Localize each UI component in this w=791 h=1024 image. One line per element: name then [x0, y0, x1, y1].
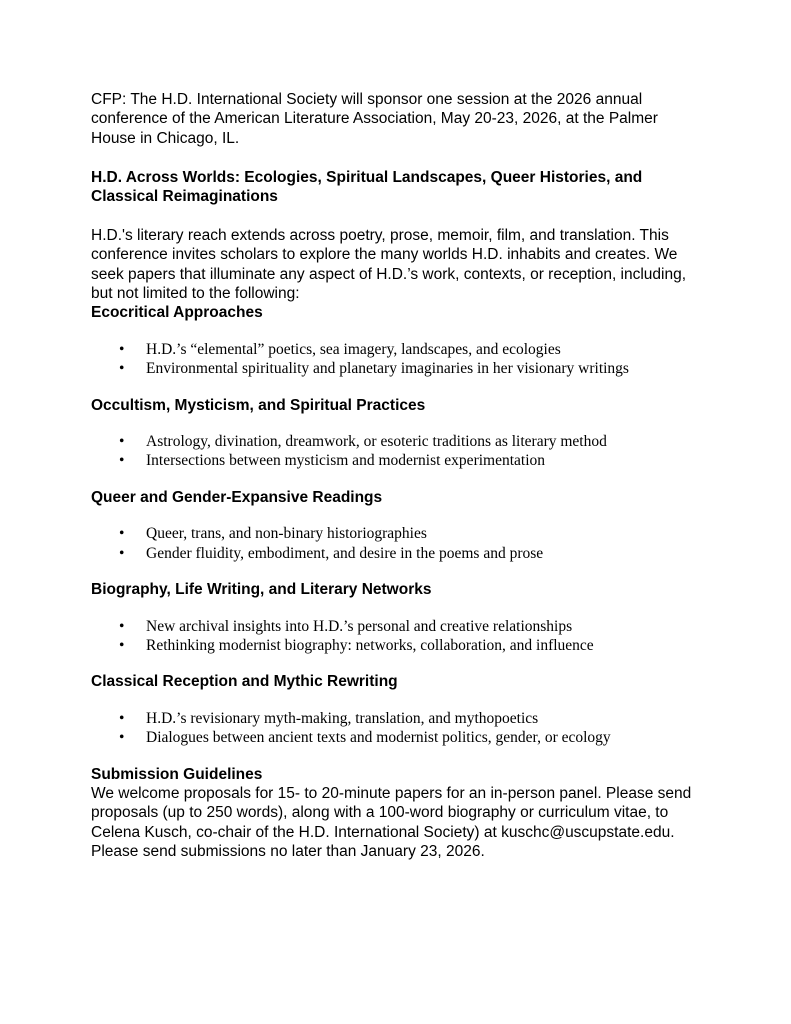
bullet-item: • H.D.’s “elemental” poetics, sea imagery, landscapes, and ecologies	[91, 340, 707, 359]
bullet-item: • H.D.’s revisionary myth-making, translation, and mythopoetics	[91, 709, 707, 728]
bullet-list-ecocritical	[91, 340, 707, 379]
overview-paragraph: H.D.'s literary reach extends across poetry, prose, memoir, film, and translation. This conference invites scholars to explore the many worlds H.D. inhabits and creates. We seek papers that illuminate any aspect of H.D.’s work, contexts, or reception, including, but not limited to the following:	[91, 226, 687, 303]
bullet-item: • Queer, trans, and non-binary historiographies	[91, 524, 707, 543]
cfp-intro-paragraph: CFP: The H.D. International Society will sponsor one session at the 2026 annual conference of the American Literature Association, May 20-23, 2026, at the Palmer House in Chicago, IL.	[91, 91, 658, 147]
section-heading-ecocritical: Ecocritical Approaches	[91, 304, 263, 322]
bullet-item: • Environmental spirituality and planetary imaginaries in her visionary writings	[91, 359, 707, 378]
cfp-title: H.D. Across Worlds: Ecologies, Spiritual Landscapes, Queer Histories, and Classical Reimaginations	[91, 168, 643, 206]
section-heading-classical: Classical Reception and Mythic Rewriting	[91, 673, 398, 691]
bullet-list-occultism	[91, 432, 707, 471]
submission-paragraph: We welcome proposals for 15- to 20-minute papers for an in-person panel. Please send proposals (up to 250 words), along with a 100-word biography or curriculum vitae, to Celena Kusch, co-chair of the H.D. International Society) at kuschc@uscupstate.edu. Please send submissions no later than January 23, 2026.	[91, 784, 692, 861]
section-heading-occultism: Occultism, Mysticism, and Spiritual Practices	[91, 396, 426, 414]
bullet-item: • Intersections between mysticism and modernist experimentation	[91, 451, 707, 470]
bullet-list-queer-readings	[91, 524, 707, 563]
bullet-list-biography	[91, 617, 707, 656]
section-heading-submission: Submission Guidelines	[91, 765, 263, 783]
bullet-item: • Dialogues between ancient texts and modernist politics, gender, or ecology	[91, 728, 707, 747]
bullet-item: • Rethinking modernist biography: networks, collaboration, and influence	[91, 636, 707, 655]
bullet-item: • New archival insights into H.D.’s personal and creative relationships	[91, 617, 707, 636]
section-heading-biography: Biography, Life Writing, and Literary Networks	[91, 581, 432, 599]
bullet-item: • Gender fluidity, embodiment, and desire in the poems and prose	[91, 544, 707, 563]
section-heading-queer-readings: Queer and Gender-Expansive Readings	[91, 488, 383, 506]
document-content	[91, 90, 707, 862]
bullet-list-classical	[91, 709, 707, 748]
bullet-item: • Astrology, divination, dreamwork, or esoteric traditions as literary method	[91, 432, 707, 451]
